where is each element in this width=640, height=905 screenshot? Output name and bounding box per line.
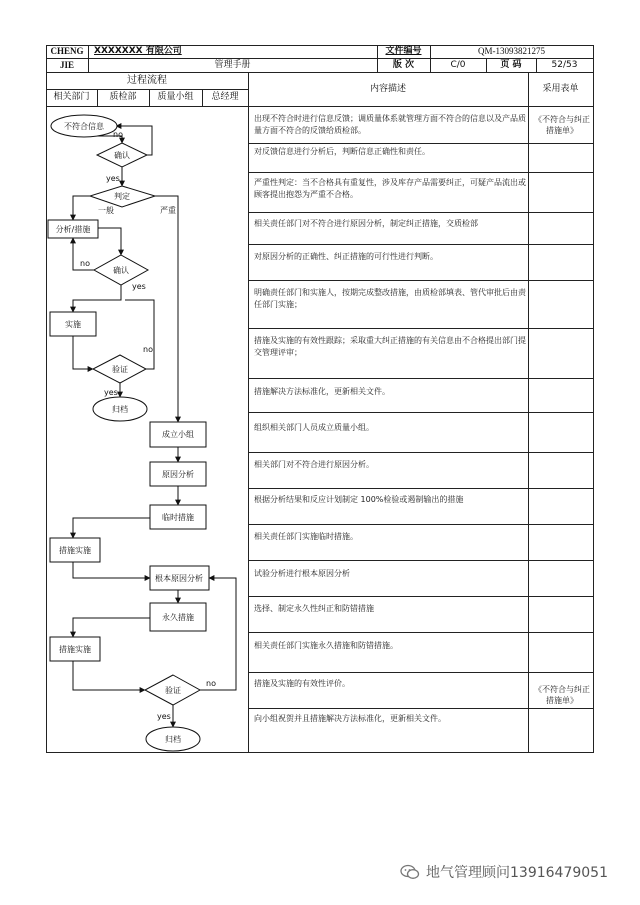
process-flow-heading: 过程流程 (127, 75, 167, 86)
verify2-yes-label: yes (157, 712, 171, 721)
verify2-label: 验证 (165, 686, 181, 695)
team-label: 成立小组 (162, 430, 194, 439)
row-desc-15: 相关责任部门实施永久措施和防错措施。 (254, 641, 398, 650)
confirm2-label: 确认 (113, 266, 129, 275)
verify2-no-label: no (206, 679, 216, 688)
row-desc-5: 对原因分析的正确性、纠正措施的可行性进行判断。 (254, 252, 438, 261)
version-label: 版 次 (392, 59, 415, 70)
doc-number-value: QM-13093821275 (478, 46, 545, 56)
cause-label: 原因分析 (162, 470, 194, 479)
row-desc-2: 对反馈信息进行分析后，判断信息正确性和责任。 (254, 147, 430, 156)
verify1-yes-label: yes (104, 388, 118, 397)
row-desc-8: 措施解决方法标准化，更新相关文件。 (254, 387, 390, 396)
company-code-top: CHENG (50, 46, 84, 56)
row-desc-11: 根据分析结果和反应计划制定 100%检验或遏制输出的措施 (254, 495, 464, 504)
description-heading: 内容描述 (369, 83, 406, 94)
row-desc-16: 措施及实施的有效性评价。 (254, 679, 350, 688)
archive2-label: 归档 (165, 735, 181, 744)
perm-impl-label: 措施实施 (59, 645, 91, 654)
judge-serious-label: 严重 (160, 206, 176, 215)
implement-label: 实施 (65, 320, 81, 329)
row-desc-14: 选择、制定永久性纠正和防错措施 (254, 604, 374, 613)
version-value: C/0 (450, 59, 466, 70)
confirm1-label: 确认 (114, 151, 130, 160)
row-desc-7: 措施及实施的有效性跟踪；采取重大纠正措施的有关信息由不合格提出部门提交管理评审； (254, 336, 526, 357)
manual-title: 管理手册 (214, 59, 251, 70)
start-node-label: 不符合信息 (64, 122, 104, 131)
row-form-1: 《不符合与纠正措施单》 (534, 115, 590, 135)
temp-impl-label: 措施实施 (59, 546, 91, 555)
row-desc-10: 相关部门对不符合进行原因分析。 (254, 460, 374, 469)
forms-heading: 采用表单 (542, 83, 579, 94)
dept-qc-heading: 质检部 (109, 92, 137, 102)
row-desc-1: 出现不符合时进行信息反馈；调质量体系就管理方面不符合的信息以及产品质量方面不符合的反馈给质检部。 (254, 114, 526, 135)
doc-number-label: 文件编号 (385, 46, 422, 56)
dept-quality-team-heading: 质量小组 (157, 92, 194, 102)
row-desc-12: 相关责任部门实施临时措施。 (254, 532, 358, 541)
watermark-text: 地气管理顾问13916479051 (426, 865, 608, 881)
confirm1-yes-label: yes (106, 174, 120, 183)
analysis-label: 分析/措施 (55, 225, 91, 234)
temp-label: 临时措施 (162, 513, 194, 522)
judge-general-label: 一般 (98, 206, 114, 215)
row-desc-4: 相关责任部门对不符合进行原因分析，制定纠正措施，交质检部 (254, 219, 478, 228)
judge-label: 判定 (114, 192, 130, 201)
row-desc-13: 试验分析进行根本原因分析 (254, 569, 350, 578)
verify1-no-label: no (143, 345, 153, 354)
root-label: 根本原因分析 (155, 574, 203, 583)
dept-gm-heading: 总经理 (211, 92, 239, 102)
row-desc-3: 严重性判定：当不合格具有重复性，涉及库存产品需要纠正，可疑产品流出或顾客提出抱怨为严重不合格。 (254, 178, 526, 199)
company-code-bottom: JIE (59, 59, 74, 70)
company-name: XXXXXXX 有限公司 (94, 46, 182, 56)
wechat-icon (400, 864, 420, 880)
row-desc-17: 向小组祝贺并且措施解决方法标准化，更新相关文件。 (254, 714, 446, 723)
confirm2-yes-label: yes (132, 282, 146, 291)
page-value: 52/53 (551, 59, 578, 70)
archive1-label: 归档 (112, 405, 128, 414)
row-desc-9: 组织相关部门人员成立质量小组。 (254, 423, 374, 432)
perm-label: 永久措施 (162, 613, 194, 622)
verify1-label: 验证 (112, 365, 128, 374)
confirm1-no-label: no (113, 130, 123, 139)
row-desc-6: 明确责任部门和实施人，按期完成整改措施，由质检部填表、管代审批后由责任部门实施； (254, 288, 526, 309)
confirm2-no-label: no (80, 259, 90, 268)
page-label: 页 码 (500, 59, 522, 70)
row-form-16: 《不符合与纠正措施单》 (534, 685, 590, 705)
watermark (400, 862, 608, 882)
dept-related-heading: 相关部门 (53, 92, 90, 102)
